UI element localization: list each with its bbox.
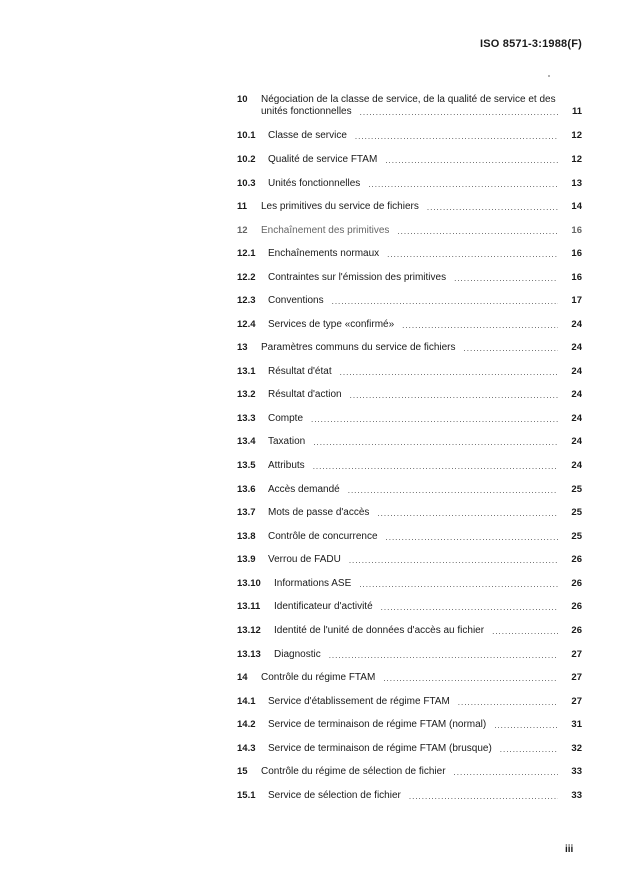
toc-page: 24 bbox=[571, 436, 582, 447]
toc-number: 13.10 bbox=[237, 578, 261, 589]
leader-dots bbox=[385, 156, 558, 165]
toc-title: Classe de service bbox=[268, 130, 347, 141]
leader-dots bbox=[348, 486, 558, 495]
toc-title: Taxation bbox=[268, 436, 306, 447]
toc-number: 13.6 bbox=[237, 484, 256, 495]
toc-page: 24 bbox=[571, 460, 582, 471]
toc-entry-15[interactable] bbox=[237, 766, 582, 782]
toc-page: 26 bbox=[571, 554, 582, 565]
leader-dots bbox=[381, 603, 558, 612]
toc-page: 26 bbox=[571, 601, 582, 612]
toc-title: Paramètres communs du service de fichiers bbox=[261, 342, 456, 353]
toc-page: 24 bbox=[571, 342, 582, 353]
toc-page: 12 bbox=[571, 154, 582, 165]
toc-entry-11[interactable] bbox=[237, 201, 582, 217]
toc-entry-12-3[interactable] bbox=[237, 295, 582, 311]
toc-title: unités fonctionnelles bbox=[261, 106, 352, 117]
toc-entry-13-12[interactable] bbox=[237, 625, 582, 641]
toc-number: 11 bbox=[237, 201, 248, 212]
toc-page: 12 bbox=[571, 130, 582, 141]
leader-dots bbox=[359, 580, 558, 589]
toc-number: 13.4 bbox=[237, 436, 256, 447]
toc-title: Unités fonctionnelles bbox=[268, 178, 361, 189]
toc-page: 13 bbox=[571, 178, 582, 189]
leader-dots bbox=[350, 391, 558, 400]
toc-entry-10-3[interactable] bbox=[237, 178, 582, 194]
toc-page: 16 bbox=[571, 248, 582, 259]
toc-title: Résultat d'état bbox=[268, 366, 332, 377]
toc-title: Services de type «confirmé» bbox=[268, 319, 395, 330]
toc-number: 13.11 bbox=[237, 601, 261, 612]
toc-entry-12-2[interactable] bbox=[237, 272, 582, 288]
toc-number: 15.1 bbox=[237, 790, 256, 801]
toc-entry-13-6[interactable] bbox=[237, 484, 582, 500]
toc-entry-14-1[interactable] bbox=[237, 696, 582, 712]
toc-page: 14 bbox=[571, 201, 582, 212]
toc-number: 12.2 bbox=[237, 272, 256, 283]
toc-page: 33 bbox=[571, 766, 582, 777]
toc-number: 13.5 bbox=[237, 460, 256, 471]
leader-dots bbox=[454, 274, 558, 283]
leader-dots bbox=[500, 745, 558, 754]
toc-page: 27 bbox=[571, 649, 582, 660]
toc-entry-13[interactable] bbox=[237, 342, 582, 358]
toc-number: 14.3 bbox=[237, 743, 256, 754]
leader-dots bbox=[464, 344, 558, 353]
toc-entry-13-8[interactable] bbox=[237, 531, 582, 547]
toc-page: 26 bbox=[571, 578, 582, 589]
toc-number: 13.8 bbox=[237, 531, 256, 542]
footer-page-number: iii bbox=[565, 844, 574, 855]
toc-title: Service de terminaison de régime FTAM (normal) bbox=[268, 719, 487, 730]
toc-title: Enchaînement des primitives bbox=[261, 225, 390, 236]
toc-number: 15 bbox=[237, 766, 248, 777]
toc-title: Résultat d'action bbox=[268, 389, 342, 400]
toc-entry-14-3[interactable] bbox=[237, 743, 582, 759]
toc-number: 13.13 bbox=[237, 649, 261, 660]
leader-dots bbox=[402, 321, 558, 330]
toc-page: 16 bbox=[571, 225, 582, 236]
toc-number: 13.9 bbox=[237, 554, 256, 565]
leader-dots bbox=[454, 768, 558, 777]
leader-dots bbox=[349, 556, 558, 565]
toc-title: Contraintes sur l'émission des primitives bbox=[268, 272, 447, 283]
toc-entry-13-11[interactable] bbox=[237, 601, 582, 617]
toc-number: 13.12 bbox=[237, 625, 261, 636]
toc-title: Contrôle du régime FTAM bbox=[261, 672, 376, 683]
leader-dots bbox=[360, 108, 558, 117]
toc-entry-12[interactable] bbox=[237, 225, 582, 241]
toc-page: 11 bbox=[571, 106, 582, 117]
toc-entry-14[interactable] bbox=[237, 672, 582, 688]
toc-page: 32 bbox=[571, 743, 582, 754]
speck-mark bbox=[548, 75, 550, 77]
leader-dots bbox=[329, 651, 558, 660]
toc-title: Contrôle de concurrence bbox=[268, 531, 378, 542]
toc-page: 25 bbox=[571, 507, 582, 518]
toc-title: Compte bbox=[268, 413, 304, 424]
toc-title: Identité de l'unité de données d'accès au fichier bbox=[274, 625, 485, 636]
toc-page: 25 bbox=[571, 531, 582, 542]
toc-page: 17 bbox=[571, 295, 582, 306]
leader-dots bbox=[377, 509, 558, 518]
leader-dots bbox=[492, 627, 558, 636]
toc-number: 14 bbox=[237, 672, 248, 683]
toc-number: 13.3 bbox=[237, 413, 256, 424]
toc-entry-13-5[interactable] bbox=[237, 460, 582, 476]
toc-entry-13-13[interactable] bbox=[237, 649, 582, 665]
toc-number: 13.2 bbox=[237, 389, 256, 400]
leader-dots bbox=[458, 698, 558, 707]
toc-page: 24 bbox=[571, 366, 582, 377]
toc-title: Identificateur d'activité bbox=[274, 601, 373, 612]
toc-entry-13-10[interactable] bbox=[237, 578, 582, 594]
leader-dots bbox=[313, 438, 558, 447]
leader-dots bbox=[313, 462, 558, 471]
toc-page: 31 bbox=[571, 719, 582, 730]
toc-title: Qualité de service FTAM bbox=[268, 154, 378, 165]
toc-entry-14-2[interactable] bbox=[237, 719, 582, 735]
toc-number: 10 bbox=[237, 94, 248, 105]
leader-dots bbox=[427, 203, 558, 212]
toc-entry-10[interactable] bbox=[237, 94, 582, 117]
toc-number: 12.3 bbox=[237, 295, 256, 306]
leader-dots bbox=[397, 227, 558, 236]
toc-page: 24 bbox=[571, 413, 582, 424]
toc-title: Mots de passe d'accès bbox=[268, 507, 370, 518]
toc-number: 10.1 bbox=[237, 130, 256, 141]
toc-entry-13-7[interactable] bbox=[237, 507, 582, 523]
toc-entry-13-9[interactable] bbox=[237, 554, 582, 570]
toc-title: Accès demandé bbox=[268, 484, 340, 495]
toc-title: Diagnostic bbox=[274, 649, 321, 660]
toc-title: Attributs bbox=[268, 460, 305, 471]
toc-number: 12.4 bbox=[237, 319, 256, 330]
toc-entry-13-2[interactable] bbox=[237, 389, 582, 405]
leader-dots bbox=[494, 721, 558, 730]
toc-entry-12-1[interactable] bbox=[237, 248, 582, 264]
toc-number: 12 bbox=[237, 225, 248, 236]
toc-title: Service de terminaison de régime FTAM (brusque) bbox=[268, 743, 492, 754]
toc-entry-10-2[interactable] bbox=[237, 154, 582, 170]
leader-dots bbox=[409, 792, 558, 801]
leader-dots bbox=[355, 132, 558, 141]
toc-page: 16 bbox=[571, 272, 582, 283]
toc-page: 26 bbox=[571, 625, 582, 636]
toc-title: Les primitives du service de fichiers bbox=[261, 201, 419, 212]
toc-number: 12.1 bbox=[237, 248, 256, 259]
document-header-id: ISO 8571-3:1988(F) bbox=[479, 38, 582, 50]
leader-dots bbox=[383, 674, 558, 683]
toc-page: 24 bbox=[571, 389, 582, 400]
toc-entry-12-4[interactable] bbox=[237, 319, 582, 335]
toc-entry-13-4[interactable] bbox=[237, 436, 582, 452]
toc-number: 13 bbox=[237, 342, 248, 353]
toc-title: Service d'établissement de régime FTAM bbox=[268, 696, 450, 707]
leader-dots bbox=[368, 180, 558, 189]
toc-page: 24 bbox=[571, 319, 582, 330]
toc-number: 10.2 bbox=[237, 154, 256, 165]
toc-title: Verrou de FADU bbox=[268, 554, 341, 565]
toc-title: Service de sélection de fichier bbox=[268, 790, 401, 801]
toc-entry-15-1[interactable] bbox=[237, 790, 582, 806]
toc-title: Informations ASE bbox=[274, 578, 352, 589]
leader-dots bbox=[340, 368, 558, 377]
leader-dots bbox=[332, 297, 558, 306]
toc-number: 14.2 bbox=[237, 719, 256, 730]
leader-dots bbox=[311, 415, 558, 424]
leader-dots bbox=[387, 250, 558, 259]
toc-page: 27 bbox=[571, 672, 582, 683]
toc-title: Contrôle du régime de sélection de fichier bbox=[261, 766, 446, 777]
toc-title: Enchaînements normaux bbox=[268, 248, 380, 259]
toc-page: 25 bbox=[571, 484, 582, 495]
toc-page: 27 bbox=[571, 696, 582, 707]
leader-dots bbox=[386, 533, 558, 542]
toc-title-line1: Négociation de la classe de service, de la qualité de service et des bbox=[261, 94, 556, 105]
toc-entry-13-1[interactable] bbox=[237, 366, 582, 382]
toc-number: 10.3 bbox=[237, 178, 256, 189]
toc-number: 14.1 bbox=[237, 696, 256, 707]
toc-page: 33 bbox=[571, 790, 582, 801]
toc-entry-13-3[interactable] bbox=[237, 413, 582, 429]
toc-number: 13.7 bbox=[237, 507, 256, 518]
toc-number: 13.1 bbox=[237, 366, 256, 377]
toc-title: Conventions bbox=[268, 295, 324, 306]
toc-entry-10-1[interactable] bbox=[237, 130, 582, 146]
